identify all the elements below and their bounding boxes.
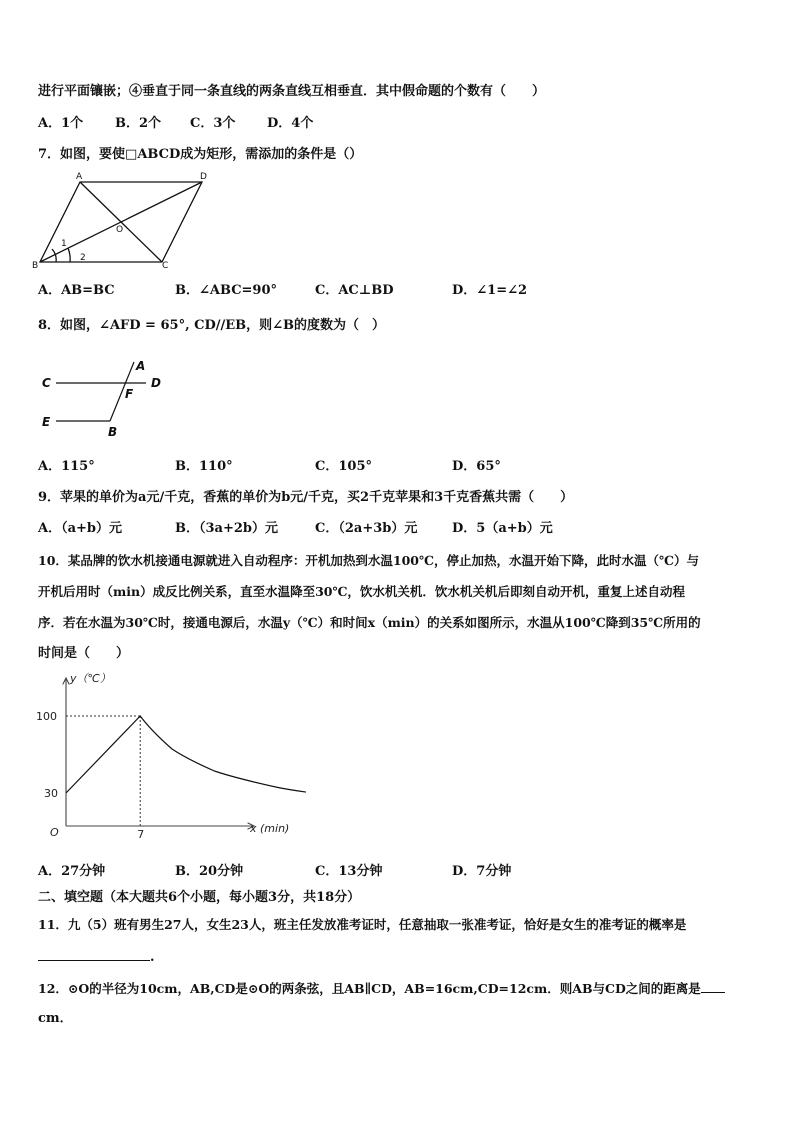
q9-stem: 9．苹果的单价为a元/千克，香蕉的单价为b元/千克，买2千克苹果和3千克香蕉共需（ ） <box>38 490 574 505</box>
q7-diagonal-bd <box>40 182 202 262</box>
q8-label-f: F <box>125 387 134 401</box>
q10-x-tick-7: 7 <box>137 828 145 841</box>
q7-option-d: D．∠1=∠2 <box>452 283 528 298</box>
q8-option-c: C．105° <box>315 459 372 474</box>
q10-y-axis-label: y（℃） <box>70 672 111 685</box>
q7-option-a: A．AB=BC <box>38 283 115 298</box>
q8-option-a: A．115° <box>38 459 95 474</box>
q7-angle-2-label: 2 <box>80 253 86 263</box>
q11-answer-line <box>38 948 155 966</box>
q8-label-d: D <box>151 376 161 390</box>
q10-option-b: B．20分钟 <box>175 864 244 879</box>
q6-option-a: A．1个 <box>38 116 84 131</box>
q7-label-o: O <box>116 225 124 235</box>
q10-option-d: D．7分钟 <box>452 864 512 879</box>
q11-answer-blank[interactable] <box>38 948 150 961</box>
q7-stem: 7．如图，要使□ABCD成为矩形，需添加的条件是（） <box>38 147 363 162</box>
q8-label-e: E <box>42 415 51 429</box>
q10-line-1: 10．某品牌的饮水机接通电源就进入自动程序：开机加热到水温100℃，停止加热，水温开始下降，此时水温（℃）与 <box>38 553 699 568</box>
q7-parallelogram-figure <box>30 168 220 272</box>
q7-label-a: A <box>76 172 83 182</box>
q7-angle-arc-2 <box>68 248 70 262</box>
q10-temperature-curve <box>66 716 306 793</box>
q7-label-d: D <box>200 172 207 182</box>
q8-option-d: D．65° <box>452 459 501 474</box>
q12-stem: 12．⊙O的半径为10cm，AB,CD是⊙O的两条弦，且AB∥CD，AB=16cm,CD=12cm．则AB与CD之间的距离是 <box>38 981 701 996</box>
q8-label-b: B <box>108 425 118 439</box>
q10-y-tick-100: 100 <box>36 710 57 723</box>
q10-temperature-chart <box>36 668 306 846</box>
q10-origin-label: O <box>50 826 59 839</box>
q11-period: . <box>150 950 155 965</box>
q9-option-b: B．（3a+2b）元 <box>175 521 278 536</box>
q9-option-d: D．5（a+b）元 <box>452 521 553 536</box>
q12-answer-blank[interactable] <box>701 980 725 993</box>
q9-option-c: C．（2a+3b）元 <box>315 521 418 536</box>
q8-parallel-lines-figure <box>36 356 176 444</box>
q10-y-tick-30: 30 <box>44 787 58 800</box>
q8-label-a: A <box>136 359 146 373</box>
q7-label-b: B <box>32 261 39 271</box>
q12-unit: cm． <box>38 1011 73 1026</box>
q6-option-b: B．2个 <box>115 116 162 131</box>
q10-line-4: 时间是（ ） <box>38 646 130 661</box>
q11-stem: 11．九（5）班有男生27人，女生23人，班主任发放准考证时，任意抽取一张准考证，恰好是女生的准考证的概率是 <box>38 917 687 932</box>
q10-x-axis-label: x (min) <box>250 822 290 835</box>
q7-angle-1-label: 1 <box>61 239 67 249</box>
q10-option-a: A．27分钟 <box>38 864 106 879</box>
q8-stem: 8．如图，∠AFD = 65°, CD//EB，则∠B的度数为（ ） <box>38 318 386 333</box>
q8-label-c: C <box>42 376 51 390</box>
q6-option-d: D．4个 <box>267 116 314 131</box>
q7-option-b: B．∠ABC=90° <box>175 283 278 298</box>
q6-option-c: C．3个 <box>190 116 236 131</box>
section-2-heading: 二、填空题（本大题共6个小题，每小题3分，共18分） <box>38 890 361 905</box>
q10-line-3: 序．若在水温为30℃时，接通电源后，水温y（℃）和时间x（min）的关系如图所示，水温从100℃降到35℃所用的 <box>38 615 701 630</box>
q7-option-c: C．AC⊥BD <box>315 283 394 298</box>
q9-option-a: A．（a+b）元 <box>38 521 122 536</box>
q12-line-1 <box>38 980 725 997</box>
q7-label-c: C <box>162 261 169 271</box>
q10-line-2: 开机后用时（min）成反比例关系，直至水温降至30℃，饮水机关机．饮水机关机后即刻自动开机，重复上述自动程 <box>38 584 685 599</box>
q8-option-b: B．110° <box>175 459 233 474</box>
q6-continuation: 进行平面镶嵌；④垂直于同一条直线的两条直线互相垂直．其中假命题的个数有（ ） <box>38 84 546 99</box>
q10-option-c: C．13分钟 <box>315 864 383 879</box>
